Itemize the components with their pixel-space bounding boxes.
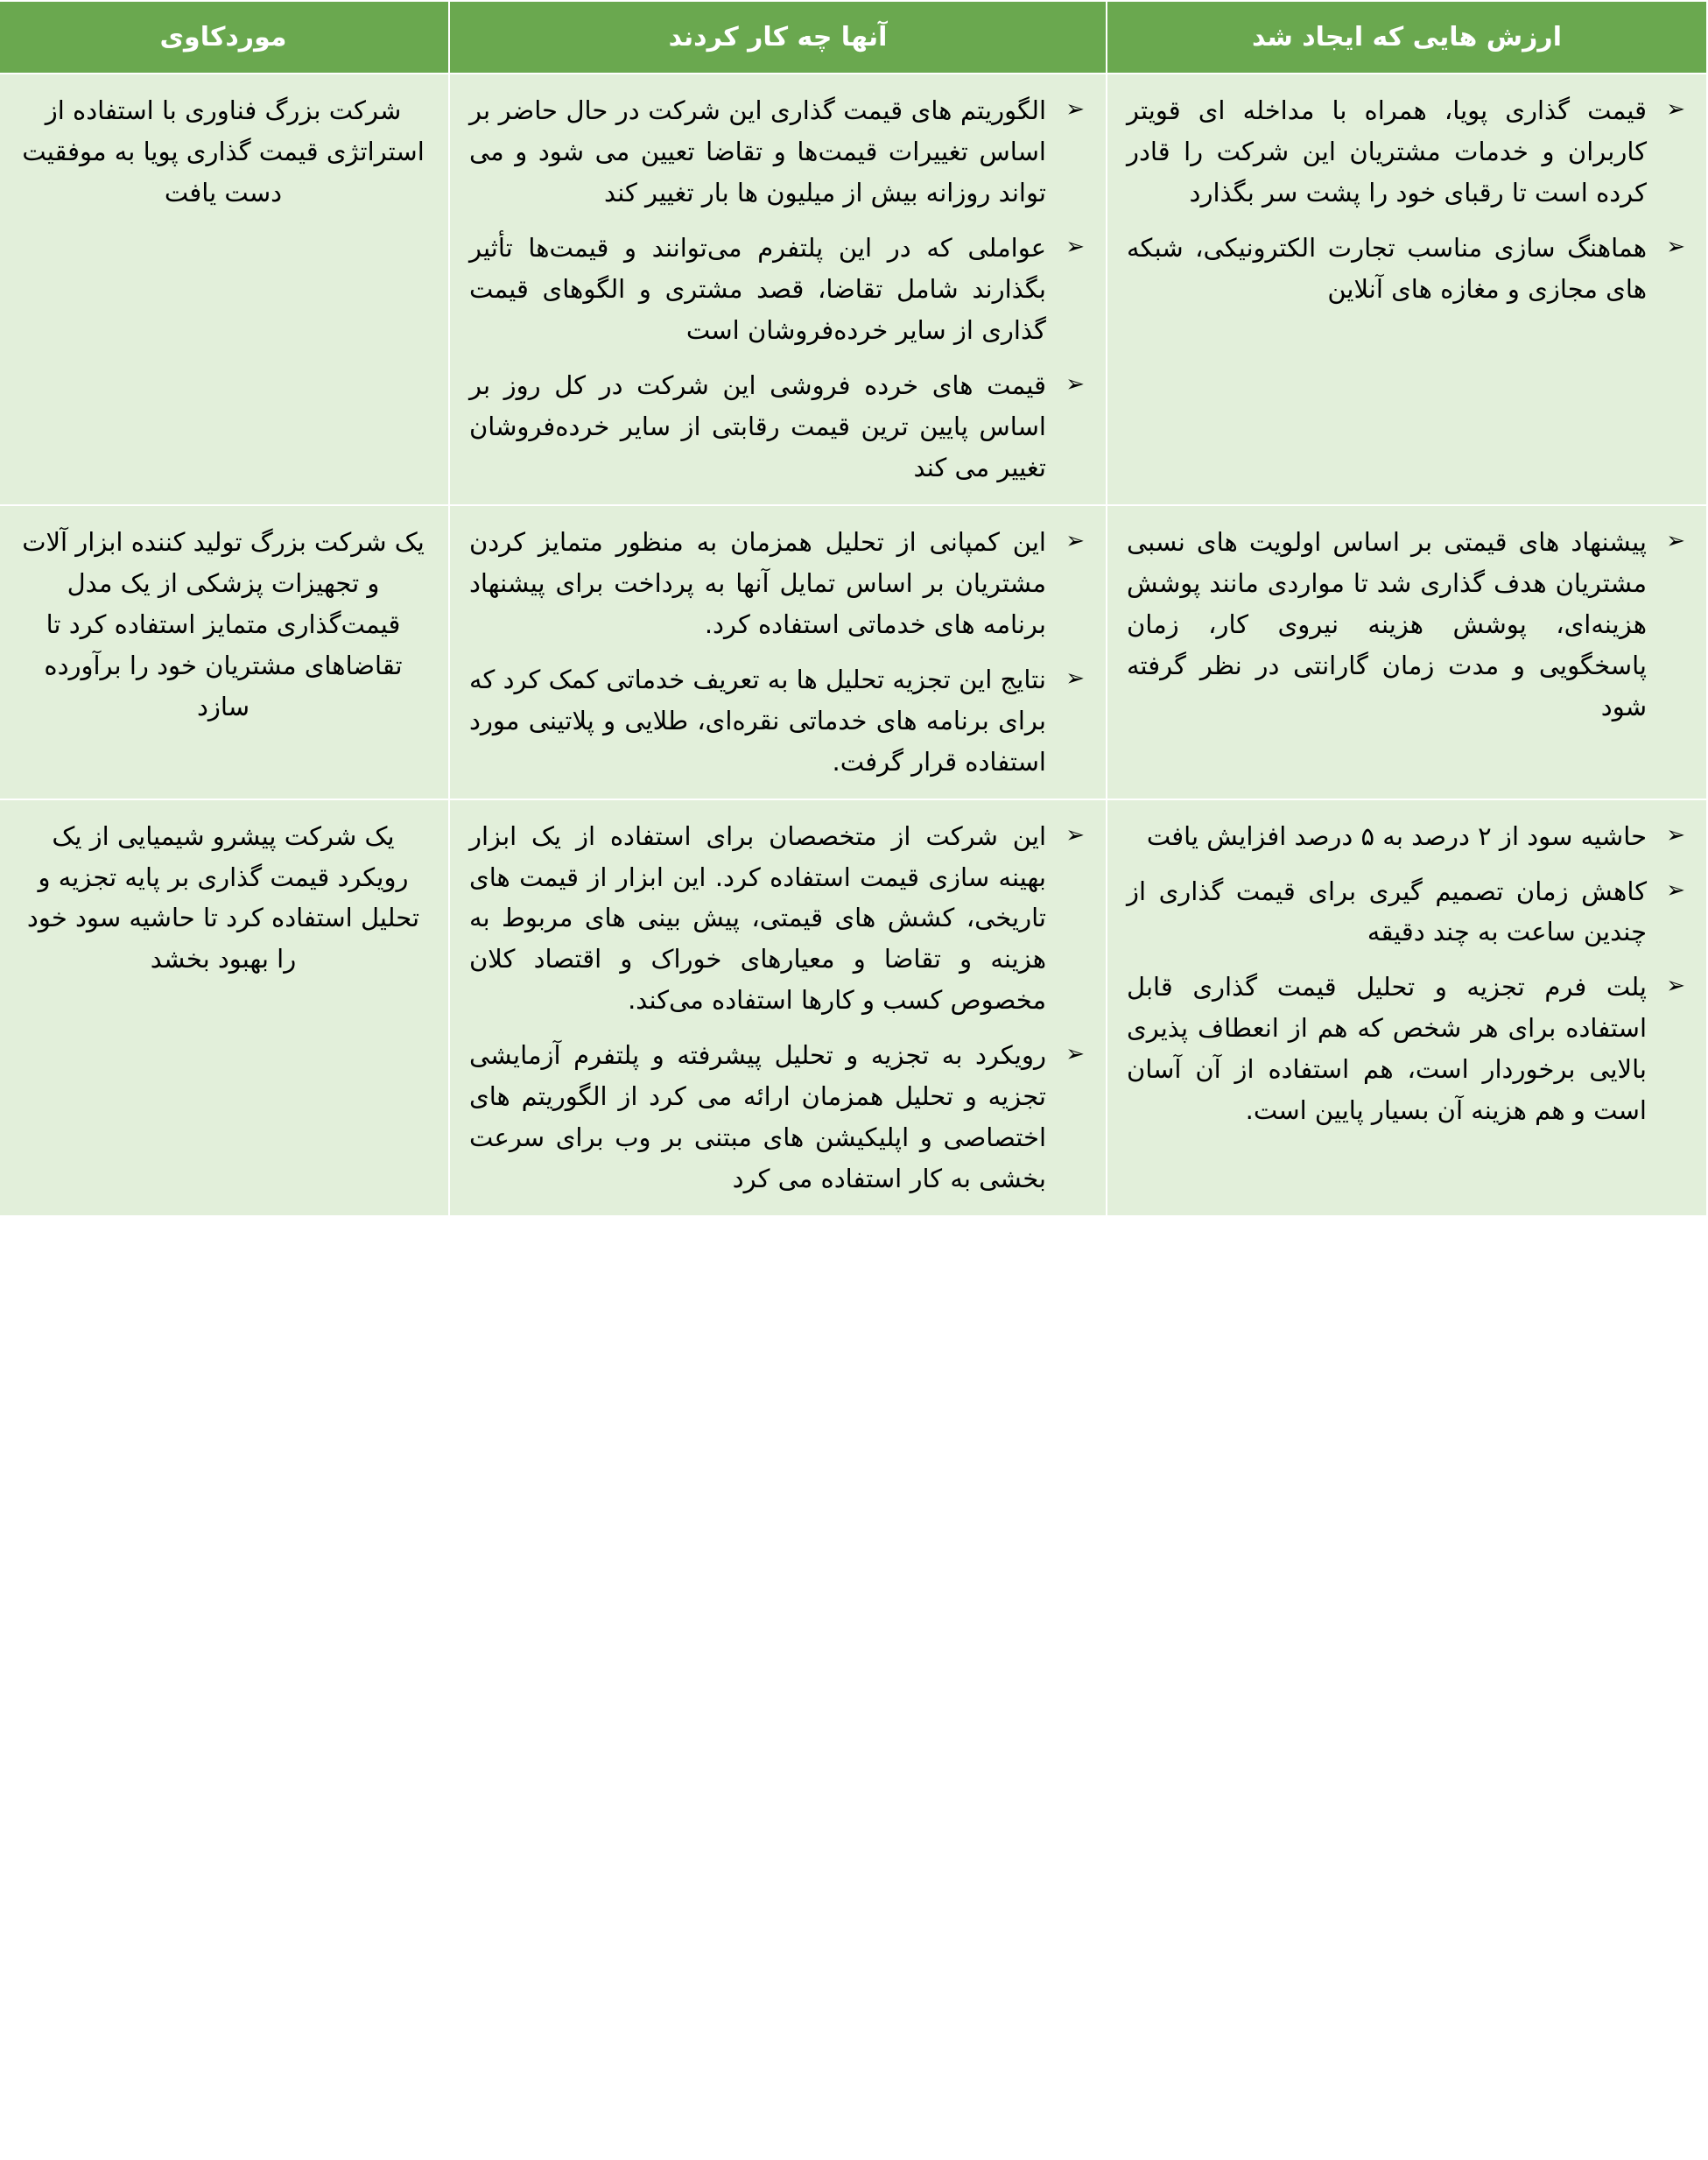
arrow-bullet-icon: ➢ — [1666, 527, 1685, 554]
what-they-did-list — [469, 522, 1086, 783]
table-row — [0, 799, 1707, 1217]
arrow-bullet-icon: ➢ — [1666, 96, 1685, 123]
arrow-bullet-icon: ➢ — [1065, 96, 1085, 123]
list-item — [469, 228, 1086, 351]
list-item-text: عواملی که در این پلتفرم می‌توانند و قیمت‌ها تأثیر بگذارند شامل تقاضا، قصد مشتری و الگوهای قیمت گذاری از سایر خرده‌فروشان است — [469, 232, 1046, 345]
list-item — [1127, 522, 1687, 728]
arrow-bullet-icon: ➢ — [1065, 527, 1085, 554]
list-item-text: حاشیه سود از ۲ درصد به ۵ درصد افزایش یافت — [1146, 820, 1647, 851]
cell-what-they-did — [449, 74, 1107, 505]
list-item-text: قیمت گذاری پویا، همراه با مداخله ای قویتر کاربران و خدمات مشتریان این شرکت را قادر کرده است تا رقبای خود را پشت سر بگذارد — [1127, 95, 1647, 208]
arrow-bullet-icon: ➢ — [1065, 821, 1085, 848]
list-item — [469, 659, 1086, 783]
list-item-text: پلت فرم تجزیه و تحلیل قیمت گذاری قابل استفاده برای هر شخص که هم از انعطاف پذیری بالایی برخوردار است، هم استفاده از آن آسان است و هم هزینه آن بسیار پایین است. — [1127, 972, 1647, 1126]
table-header — [0, 1, 1707, 74]
list-item-text: پیشنهاد های قیمتی بر اساس اولویت های نسبی مشتریان هدف گذاری شد تا مواردی مانند پوشش هزینه‌ای، پوشش هزینه نیروی کار، زمان پاسخگویی و مدت زمان گارانتی در نظر گرفته شود — [1127, 526, 1647, 721]
cell-case-study — [0, 505, 449, 799]
list-item-text: رویکرد به تجزیه و تحلیل پیشرفته و پلتفرم آزمایشی تجزیه و تحلیل همزمان ارائه می کرد از الگوریتم های اختصاصی و اپلیکیشن های مبتنی بر وب برای سرعت بخشی به کار استفاده می کرد — [469, 1040, 1046, 1194]
cell-values-created — [1107, 74, 1707, 505]
list-item-text: این شرکت از متخصصان برای استفاده از یک ابزار بهینه سازی قیمت استفاده کرد. این ابزار از قیمت های تاریخی، کشش های قیمتی، پیش بینی های مربوط به هزینه و تقاضا و معیارهای خوراک و اقتصاد کلان مخصوص کسب و کارها استفاده می‌کند. — [469, 820, 1046, 1016]
table-header-row — [0, 1, 1707, 74]
arrow-bullet-icon: ➢ — [1666, 876, 1685, 904]
values-created-list — [1127, 522, 1687, 728]
cell-case-study — [0, 799, 449, 1217]
list-item — [469, 365, 1086, 489]
column-header-case-study: موردکاوی — [0, 1, 449, 74]
cell-values-created — [1107, 505, 1707, 799]
list-item — [1127, 228, 1687, 310]
case-study-text: یک شرکت پیشرو شیمیایی از یک رویکرد قیمت گذاری بر پایه تجزیه و تحلیل استفاده کرد تا حاشیه سود خود را بهبود بخشد — [26, 820, 420, 974]
list-item-text: نتایج این تجزیه تحلیل ها به تعریف خدماتی کمک کرد که برای برنامه های خدماتی نقره‌ای، طلایی و پلاتینی مورد استفاده قرار گرفت. — [469, 664, 1046, 777]
column-header-what-they-did: آنها چه کار کردند — [449, 1, 1107, 74]
cell-what-they-did — [449, 505, 1107, 799]
arrow-bullet-icon: ➢ — [1065, 665, 1085, 692]
cell-case-study — [0, 74, 449, 505]
arrow-bullet-icon: ➢ — [1065, 370, 1085, 398]
list-item — [469, 816, 1086, 1022]
list-item — [1127, 816, 1687, 857]
list-item-text: الگوریتم های قیمت گذاری این شرکت در حال حاضر بر اساس تغییرات قیمت‌ها و تقاضا تعیین می شود و می تواند روزانه بیش از میلیون ها بار تغییر کند — [469, 95, 1046, 208]
table-body — [0, 74, 1707, 1216]
values-created-list — [1127, 90, 1687, 310]
table-row — [0, 74, 1707, 505]
table-row — [0, 505, 1707, 799]
cell-values-created — [1107, 799, 1707, 1217]
values-created-list — [1127, 816, 1687, 1132]
case-study-text: شرکت بزرگ فناوری با استفاده از استراتژی قیمت گذاری پویا به موفقیت دست یافت — [22, 95, 425, 208]
what-they-did-list — [469, 90, 1086, 489]
list-item — [1127, 967, 1687, 1131]
list-item — [469, 1035, 1086, 1200]
list-item-text: کاهش زمان تصمیم گیری برای قیمت گذاری از چندین ساعت به چند دقیقه — [1127, 876, 1647, 947]
arrow-bullet-icon: ➢ — [1065, 1041, 1085, 1068]
case-study-text: یک شرکت بزرگ تولید کننده ابزار آلات و تجهیزات پزشکی از یک مدل قیمت‌گذاری متمایز استفاده کرد تا تقاضاهای مشتریان خود را برآورده سازد — [22, 526, 425, 721]
arrow-bullet-icon: ➢ — [1666, 821, 1685, 848]
list-item — [469, 522, 1086, 645]
list-item — [1127, 90, 1687, 214]
column-header-values-created: ارزش هایی که ایجاد شد — [1107, 1, 1707, 74]
list-item — [469, 90, 1086, 214]
what-they-did-list — [469, 816, 1086, 1200]
arrow-bullet-icon: ➢ — [1666, 973, 1685, 1000]
list-item — [1127, 871, 1687, 953]
cell-what-they-did — [449, 799, 1107, 1217]
list-item-text: هماهنگ سازی مناسب تجارت الکترونیکی، شبکه های مجازی و مغازه های آنلاین — [1127, 232, 1647, 304]
arrow-bullet-icon: ➢ — [1065, 233, 1085, 260]
list-item-text: قیمت های خرده فروشی این شرکت در کل روز بر اساس پایین ترین قیمت رقابتی از سایر خرده‌فروشان تغییر می کند — [469, 369, 1046, 482]
arrow-bullet-icon: ➢ — [1666, 233, 1685, 260]
list-item-text: این کمپانی از تحلیل همزمان به منظور متمایز کردن مشتریان بر اساس تمایل آنها به پرداخت برای پیشنهاد برنامه های خدماتی استفاده کرد. — [469, 526, 1046, 639]
